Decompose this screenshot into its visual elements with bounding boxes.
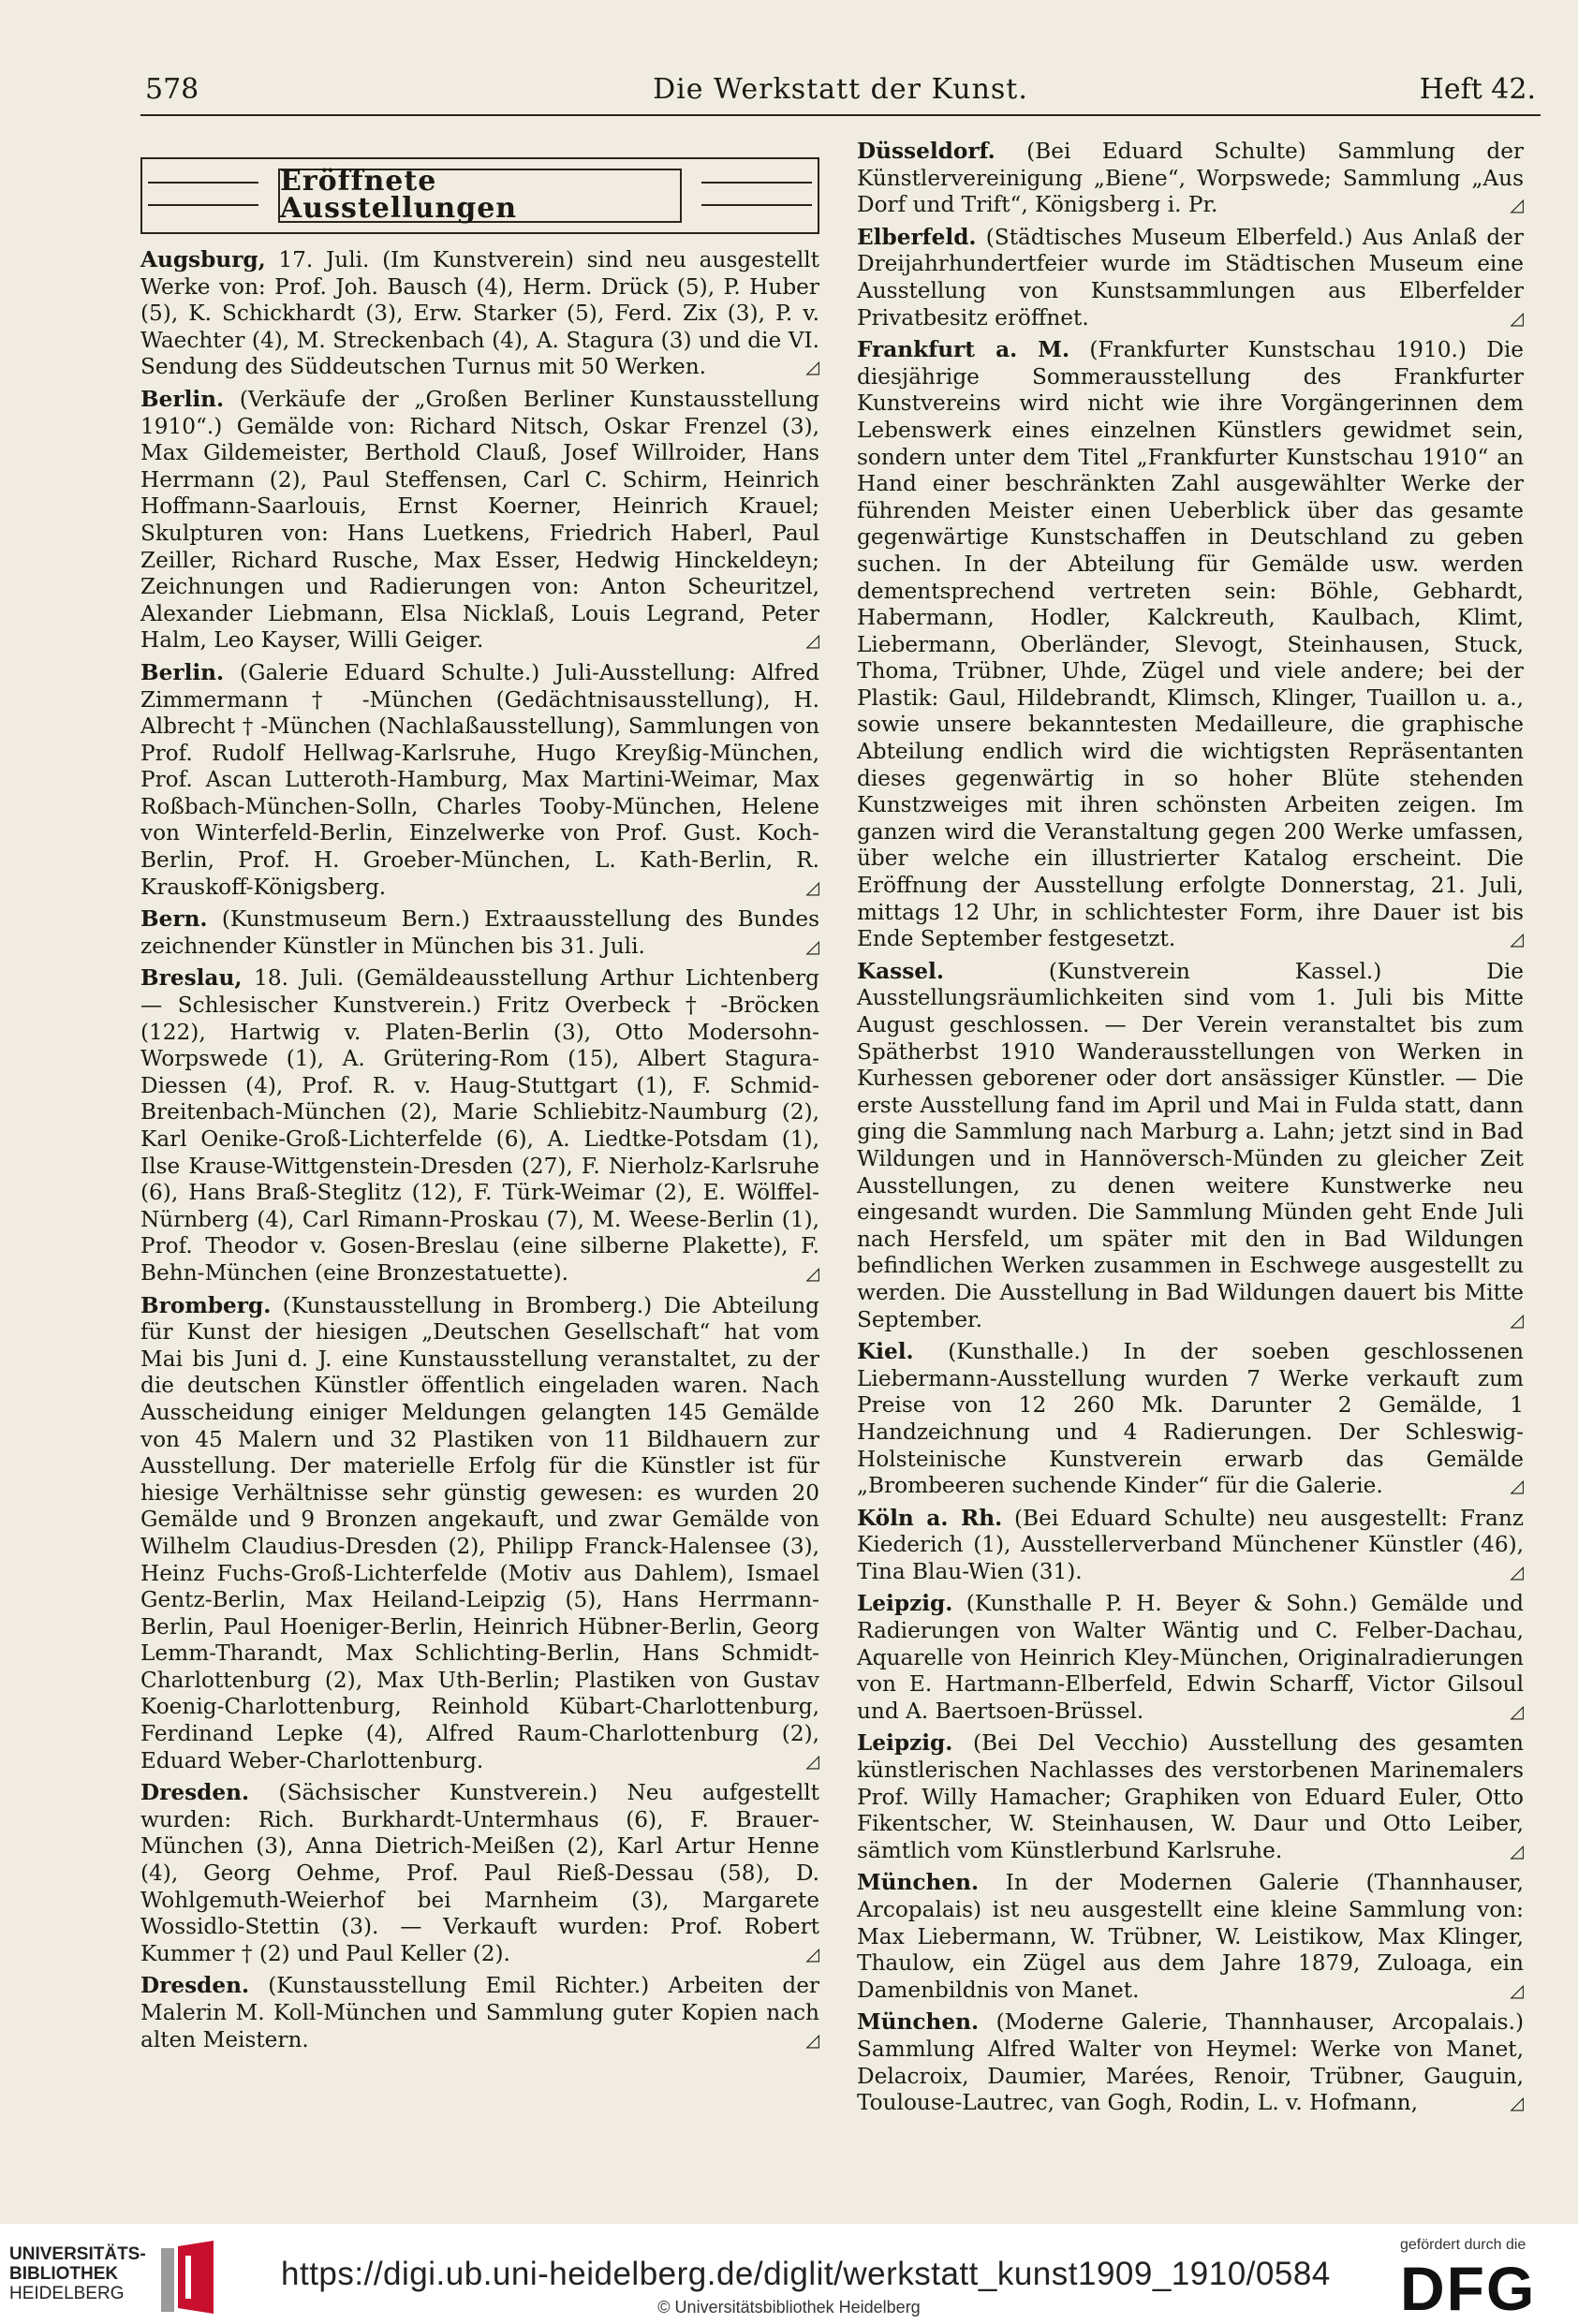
end-mark-icon: ◿ [805, 2029, 819, 2051]
right-column [857, 139, 1524, 2123]
exhibition-entry [857, 139, 1524, 219]
end-mark-icon: ◿ [805, 630, 819, 652]
entry-place: Berlin. [140, 659, 225, 685]
entry-text: (Frankfurter Kunstschau 1910.) Die diesjährige Sommerausstellung des Frankfurter Kunstvereins wird nicht wie ihre Vorgängerinnen dem Lebenswerk eines einzelnen Künstlers gewidmet sein, sondern unter dem Titel „Frankfurter Kunstschau 1910“ an Hand einer beschränkten Zahl ausgewählter Werke der führenden Meister einen Ueberblick über das gesamte gegenwärtige Kunstschaffen in Deutschland zu geben suchen. In der Abteilung für Gemälde usw. werden dementsprechend vertreten sein: Böhle, Gebhardt, Habermann, Hodler, Kalckreuth, Kaulbach, Klimt, Liebermann, Oberländer, Slevogt, Steinhausen, Stuck, Thoma, Trübner, Uhde, Zügel und viele andere; bei der Plastik: Gaul, Hildebrandt, Klimsch, Klinger, Tuaillon u. a., sowie unsere bekanntesten Medailleure, die graphische Abteilung endlich wird die wichtigsten Repräsentanten dieses gegenwärtig in so hoher Blüte stehenden Kunstzweiges mit ihren schönsten Arbeiten zeigen. Im ganzen wird die Veranstaltung gegen 200 Werke umfassen, über welche ein illustrierter Katalog erscheint. Die Eröffnung der Ausstellung erfolgte Donnerstag, 21. Juli, mittags 12 Uhr, in schlichtester Form, ihre Dauer ist bis Ende September festgesetzt. [857, 337, 1524, 952]
end-mark-icon: ◿ [1510, 2093, 1524, 2114]
entry-text: (Bei Eduard Schulte) neu ausgestellt: Franz Kiederich (1), Ausstellerverband Münchener Künstler (46), Tina Blau-Wien (31). [857, 1505, 1524, 1584]
heading-ornament-right [701, 182, 812, 206]
end-mark-icon: ◿ [1510, 1700, 1524, 1722]
logo-line-2: BIBLIOTHEK [9, 2264, 119, 2284]
exhibition-entry [140, 660, 819, 901]
entry-place: Berlin. [140, 386, 225, 412]
end-mark-icon: ◿ [805, 1750, 819, 1772]
journal-title: Die Werkstatt der Kunst. [653, 73, 1028, 106]
entry-place: Köln a. Rh. [857, 1505, 1003, 1531]
end-mark-icon: ◿ [1510, 1561, 1524, 1582]
exhibition-entry [140, 1780, 819, 1967]
issue-number: Heft 42. [1419, 73, 1536, 106]
end-mark-icon: ◿ [1510, 1476, 1524, 1497]
exhibition-entry [857, 959, 1524, 1333]
end-mark-icon: ◿ [1510, 929, 1524, 950]
end-mark-icon: ◿ [1510, 1309, 1524, 1331]
entry-text: (Moderne Galerie, Thannhauser, Arcopalais.) Sammlung Alfred Walter von Heymel: Werke von Manet, Delacroix, Daumier, Marées, Renoir, Trübner, Gauguin, Toulouse-Lautrec, van Gogh, Rodin, L. v. Hofmann, [857, 2009, 1524, 2116]
viewer-footer [0, 2224, 1578, 2324]
entry-text: (Sächsischer Kunstverein.) Neu aufgestellt wurden: Rich. Burkhardt-Untermhaus (6), F. Brauer-München (3), Anna Dietrich-Meißen (2), Karl Artur Henne (4), Georg Oehme, Prof. Paul Rieß-Dessau (58), D. Wohlgemuth-Weierhof bei Marnheim (3), Margarete Wossidlo-Stettin (3). — Verkauft wurden: Prof. Robert Kummer † (2) und Paul Keller (2). [140, 1780, 819, 1966]
left-entry-list [140, 247, 819, 2053]
exhibition-entry [857, 1870, 1524, 2004]
exhibition-entry [140, 1293, 819, 1775]
left-column [140, 139, 819, 2059]
entry-text: (Städtisches Museum Elberfeld.) Aus Anlaß der Dreijahrhundertfeier wurde im Städtischen Museum eine Ausstellung von Kunstsammlungen aus Elberfelder Privatbesitz eröffnet. [857, 224, 1524, 331]
entry-text: (Verkäufe der „Großen Berliner Kunstausstellung 1910“.) Gemälde von: Richard Nitsch, Oskar Frenzel (3), Max Gildemeister, Berthold Clauß, Josef Willroider, Hans Herrmann (2), Paul Steffensen, Carl C. Schirm, Heinrich Hoffmann-Saarlouis, Ernst Koerner, Heinrich Krauel; Skulpturen von: Hans Luetkens, Friedrich Haberl, Paul Zeiller, Richard Rusche, Max Esser, Hedwig Hinckeldeyn; Zeichnungen und Radierungen von: Anton Scheuritzel, Alexander Liebmann, Elsa Nicklaß, Louis Legrand, Peter Halm, Leo Kayser, Willi Geiger. [140, 386, 819, 654]
end-mark-icon: ◿ [1510, 307, 1524, 329]
library-logo [9, 2244, 146, 2303]
exhibition-entry [857, 337, 1524, 953]
entry-text: In der Modernen Galerie (Thannhauser, Arcopalais) ist neu ausgestellt eine kleine Sammlung von: Max Liebermann, W. Trübner, W. Leistikow, Max Klinger, Thaulow, ein Zügel aus dem Jahre 1879, Zuloaga, ein Damenbildnis von Manet. [857, 1870, 1524, 2003]
entry-place: Breslau, [140, 965, 243, 992]
section-heading-box [140, 157, 819, 234]
entry-place: Leipzig. [857, 1730, 953, 1757]
entry-text: (Kunstverein Kassel.) Die Ausstellungsräumlichkeiten sind vom 1. Juli bis Mitte August geschlossen. — Der Verein veranstaltet bis zum Spätherbst 1910 Wanderausstellungen von Werken in Kurhessen geborener oder dort ansässiger Künstler. — Die erste Ausstellung fand im April und Mai in Fulda statt, dann ging die Sammlung nach Marburg a. Lahn; jetzt sind in Bad Wildungen und in Hannöversch-Münden zu gleicher Zeit Ausstellungen, zu denen weitere Kunstwerke neu eingesandt wurden. Die Sammlung Münden geht Ende Juli nach Hersfeld, um später mit den in Bad Wildungen befindlichen Werken zusammen in Eschwege ausgestellt zu werden. Die Ausstellung in Bad Wildungen dauert bis Mitte September. [857, 958, 1524, 1332]
section-heading: Eröffnete Ausstellungen [278, 169, 682, 223]
entry-text: (Galerie Eduard Schulte.) Juli-Ausstellung: Alfred Zimmermann † -München (Gedächtnisausstellung), H. Albrecht † -München (Nachlaßausstellung), Sammlungen von Prof. Rudolf Hellwag-Karlsruhe, Hugo Kreyßig-München, Prof. Ascan Lutteroth-Hamburg, Max Martini-Weimar, Max Roßbach-München-Solln, Charles Tooby-München, Helene von Winterfeld-Berlin, Einzelwerke von Prof. Gust. Koch-Berlin, Prof. H. Groeber-München, L. Kath-Berlin, R. Krauskoff-Königsberg. [140, 659, 819, 900]
entry-place: Dresden. [140, 1973, 250, 1999]
entry-place: Dresden. [140, 1780, 250, 1806]
end-mark-icon: ◿ [805, 1262, 819, 1284]
end-mark-icon: ◿ [805, 876, 819, 898]
logo-line-1: UNIVERSITÄTS- [9, 2244, 146, 2264]
entry-place: Frankfurt a. M. [857, 337, 1070, 363]
entry-text: (Kunstausstellung Emil Richter.) Arbeiten der Malerin M. Koll-München und Sammlung guter Kopien nach alten Meistern. [140, 1973, 819, 2052]
exhibition-entry [140, 1973, 819, 2053]
exhibition-entry [140, 906, 819, 960]
heading-ornament-left [148, 182, 258, 206]
exhibition-entry [140, 965, 819, 1287]
dfg-logo: DFG [1400, 2254, 1537, 2323]
entry-place: Bern. [140, 906, 208, 933]
exhibition-entry [140, 247, 819, 381]
entry-place: Bromberg. [140, 1292, 272, 1318]
entry-place: München. [857, 1870, 980, 1896]
exhibition-entry [857, 1506, 1524, 1586]
exhibition-entry [857, 1591, 1524, 1725]
end-mark-icon: ◿ [805, 1943, 819, 1964]
header-rule [140, 114, 1541, 116]
entry-text: (Kunstmuseum Bern.) Extraausstellung des Bundes zeichnender Künstler in München bis 31. Juli. [140, 906, 819, 959]
entry-text: (Kunstausstellung in Bromberg.) Die Abteilung für Kunst der hiesigen „Deutschen Gesellschaft“ hat vom Mai bis Juni d. J. eine Kunstausstellung veranstaltet, zu der die deutschen Künstler öffentlich eingeladen waren. Nach Ausscheidung einiger Meldungen gelangten 145 Gemälde von 45 Malern und 32 Plastiken von 11 Bildhauern zur Ausstellung. Der materielle Erfolg für die Künstler ist für hiesige Verhältnisse sehr günstig gewesen: es wurden 20 Gemälde und 9 Bronzen angekauft, und zwar Gemälde von Wilhelm Claudius-Dresden (2), Philipp Franck-Halensee (3), Heinz Fuchs-Groß-Lichterfelde (Motiv aus Dahlem), Ismael Gentz-Berlin, Max Heiland-Leipzig (5), Hans Herrmann-Berlin, Paul Hoeniger-Berlin, Heinrich Hübner-Berlin, Georg Lemm-Tharandt, Max Schlichting-Berlin, Hans Schmidt-Charlottenburg (2), Max Uth-Berlin; Plastiken von Gustav Koenig-Charlottenburg, Reinhold Kübart-Charlottenburg, Ferdinand Lepke (4), Alfred Raum-Charlottenburg (2), Eduard Weber-Charlottenburg. [140, 1292, 819, 1773]
end-mark-icon: ◿ [1510, 195, 1524, 216]
running-header [145, 73, 1536, 114]
entry-place: Kiel. [857, 1339, 914, 1365]
end-mark-icon: ◿ [805, 357, 819, 378]
page-number: 578 [145, 73, 199, 106]
entry-text: (Bei Del Vecchio) Ausstellung des gesamten künstlerischen Nachlasses des verstorbenen Marinemalers Prof. Willy Hamacher; Graphiken von Eduard Euler, Otto Fikentscher, W. Steinhausen, W. Daur und Otto Leiber, sämtlich vom Künstlerbund Karlsruhe. [857, 1730, 1524, 1863]
logo-line-3: HEIDELBERG [9, 2284, 125, 2303]
end-mark-icon: ◿ [805, 935, 819, 957]
exhibition-entry [857, 225, 1524, 331]
entry-text: (Bei Eduard Schulte) Sammlung der Künstlervereinigung „Biene“, Worpswede; Sammlung „Aus Dorf und Trift“, Königsberg i. Pr. [857, 139, 1524, 218]
permalink-url[interactable]: https://digi.ub.uni-heidelberg.de/diglit/werkstatt_kunst1909_1910/0584 [281, 2256, 1331, 2292]
exhibition-entry [857, 1339, 1524, 1500]
entry-text: 18. Juli. (Gemäldeausstellung Arthur Lichtenberg — Schlesischer Kunstverein.) Fritz Overbeck † -Bröcken (122), Hartwig v. Platen-Berlin (3), Otto Modersohn-Worpswede (1), A. Grütering-Rom (15), Albert Stagura-Diessen (4), Prof. R. v. Haug-Stuttgart (1), F. Schmid-Breitenbach-München (2), Marie Schliebitz-Naumburg (2), Karl Oenike-Groß-Lichterfelde (6), A. Liedtke-Potsdam (1), Ilse Krause-Wittgenstein-Dresden (27), F. Nierholz-Karlsruhe (6), Hans Braß-Steglitz (12), F. Türk-Weimar (2), E. Wölffel-Nürnberg (4), Carl Rimann-Proskau (7), M. Weese-Berlin (1), Prof. Theodor v. Gosen-Breslau (eine silberne Plakette), F. Behn-München (eine Bronzestatuette). [140, 965, 819, 1286]
entry-place: Kassel. [857, 958, 944, 984]
entry-place: Leipzig. [857, 1591, 953, 1617]
copyright-notice: © Universitätsbibliothek Heidelberg [657, 2298, 921, 2317]
entry-place: Augsburg, [140, 247, 266, 272]
entry-place: Düsseldorf. [857, 139, 995, 164]
entry-place: Elberfeld. [857, 224, 977, 250]
entry-text: (Kunsthalle P. H. Beyer & Sohn.) Gemälde und Radierungen von Walter Wäntig und C. Felber-Dachau, Aquarelle von Heinrich Kley-München, Originalradierungen von E. Hartmann-Elberfeld, Edwin Scharff, Victor Gilsoul und A. Baertsoen-Brüssel. [857, 1591, 1524, 1724]
exhibition-entry [857, 2009, 1524, 2116]
end-mark-icon: ◿ [1510, 1979, 1524, 2001]
entry-text: 17. Juli. (Im Kunstverein) sind neu ausgestellt Werke von: Prof. Joh. Bausch (4), Herm. Drück (5), P. Huber (5), K. Schickhardt (3), Erw. Starker (5), Ferd. Zix (3), P. v. Waechter (4), M. Streckenbach (4), A. Stagura (3) und die VI. Sendung des Süddeutschen Turnus mit 50 Werken. [140, 247, 819, 380]
exhibition-entry [140, 387, 819, 655]
entry-text: (Kunsthalle.) In der soeben geschlossenen Liebermann-Ausstellung wurden 7 Werke verkauft zum Preise von 12 260 Mk. Darunter 2 Gemälde, 1 Handzeichnung und 4 Radierungen. Der Schleswig-Holsteinische Kunstverein erwarb das Gemälde „Brombeeren suchende Kinder“ für die Galerie. [857, 1339, 1524, 1499]
entry-place: München. [857, 2009, 980, 2036]
exhibition-entry [857, 1730, 1524, 1864]
funding-caption: gefördert durch die [1400, 2237, 1526, 2253]
right-entry-list [857, 139, 1524, 2117]
end-mark-icon: ◿ [1510, 1840, 1524, 1861]
